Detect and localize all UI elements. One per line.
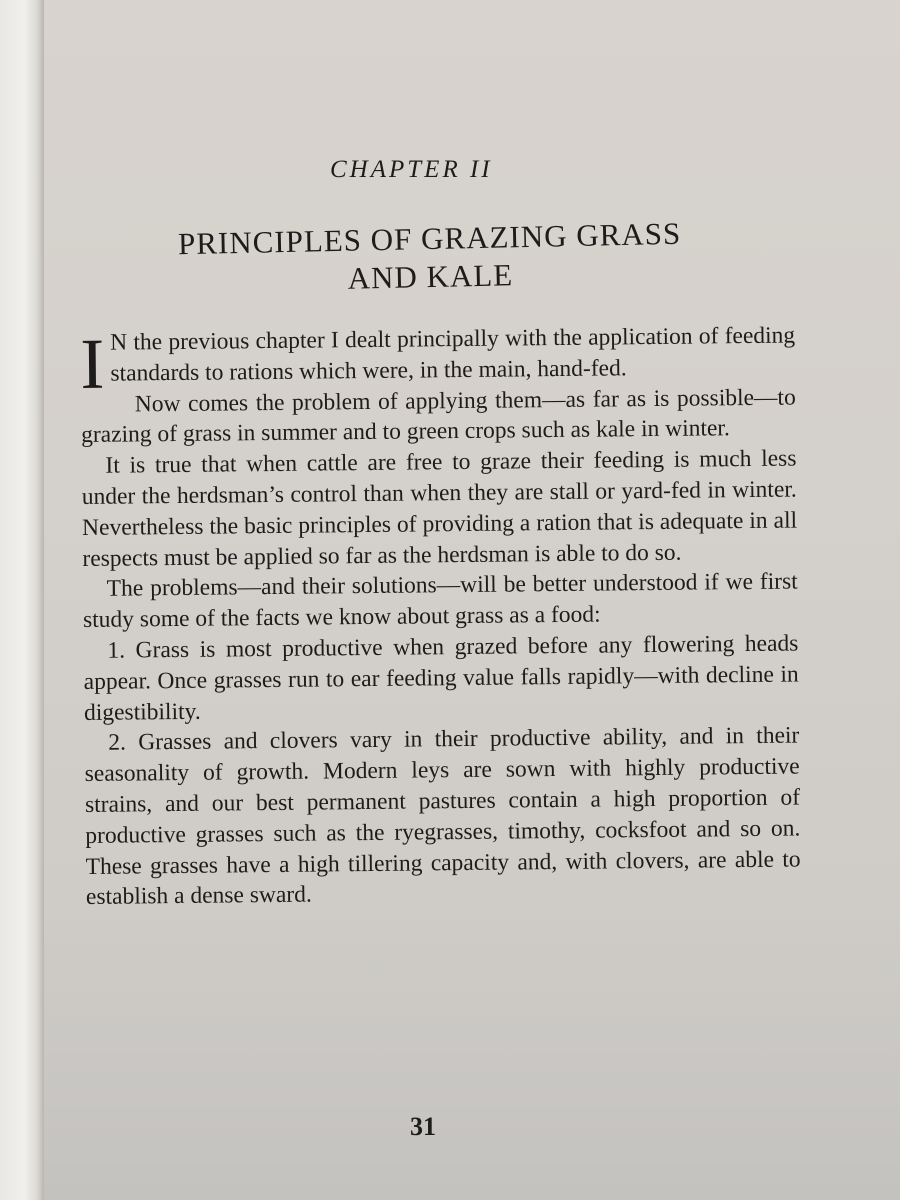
chapter-title-line-2: AND KALE	[347, 257, 514, 296]
paragraph-3: It is true that when cattle are free to graze their feeding is much less under the herdsman’s control than when they are stall or yard-fed in winter. Nevertheless the basic principles of providing a ration that is adequate in all respects must be applied so far as the herdsman is able to do so.	[81, 445, 798, 572]
numbered-point-1: 1. Grass is most productive when grazed before any flowering heads appear. Once grasses run to ear feeding value falls rapidly—with decline in digestibility.	[83, 630, 799, 726]
drop-cap: I	[79, 323, 105, 404]
chapter-title-line-1: PRINCIPLES OF GRAZING GRASS	[177, 215, 682, 262]
paragraph-2: Now comes the problem of applying them—as far as is possible—to grazing of grass in summer and to green crops such as kale in winter.	[80, 384, 796, 449]
body-text	[80, 321, 801, 914]
page-number: 31	[410, 1112, 436, 1141]
previous-page-edge	[0, 0, 44, 1200]
paragraph-1: I N the previous chapter I dealt principally with the application of feeding standards to rations which were, in the main, hand-fed.	[79, 322, 796, 404]
numbered-point-2: 2. Grasses and clovers vary in their productive ability, and in their seasonality of growth. Modern leys are sown with highly productive strains, and our best permanent pastures contain a high proportion of productive grasses such as the ryegrasses, timothy, cocksfoot and so on. These grasses have a high tillering capacity and, with clovers, are able to establish a dense sward.	[84, 722, 801, 911]
paragraph-4: The problems—and their solutions—will be better understood if we first study some of the facts we know about grass as a food:	[82, 568, 798, 634]
chapter-title	[139, 214, 720, 302]
chapter-label: CHAPTER II	[330, 156, 493, 183]
